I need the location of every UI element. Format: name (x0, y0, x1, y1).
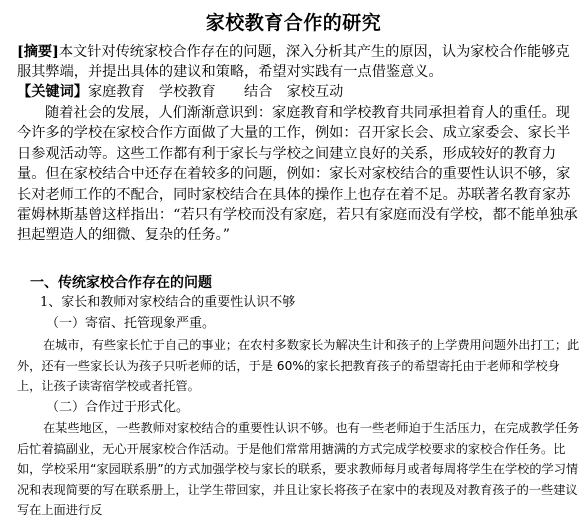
keywords-text: 家庭教育 学校教育 结合 家校互动 (87, 84, 344, 100)
abstract-text: 本文针对传统家校合作存在的问题，深入分析其产生的原因，认为家校合作能够克服其弊端，并提出具体的建议和策略，希望对实践有一点借鉴意义。 (17, 44, 570, 81)
abstract-paragraph (17, 42, 580, 83)
body-text-boarding: 在城市，有些家长忙于自己的事业；在农村多数家长为解决生计和孩子的上学费用问题外出打工；此外，还有一些家长认为孩子只听老师的话，于是 60%的家长把教育孩子的希望寄托由于老师和学校身上，让孩子读寄宿学校或者托管。 (17, 338, 580, 394)
body-paragraph-boarding (17, 335, 580, 397)
keywords-line (17, 82, 580, 102)
keywords-label: 【关键词】 (17, 84, 88, 100)
body-paragraph-formalism (17, 418, 580, 521)
item-heading-formalism: （二）合作过于形式化。 (46, 400, 190, 415)
body-text-formalism: 在某些地区，一些教师对家校结合的重要性认识不够。也有一些老师迫于生活压力，在完成教学任务后忙着搞副业，无心开展家校合作活动。于是他们常常用搪满的方式完成学校要求的家校合作任务。比如，学校采用“家园联系册”的方式加强学校与家长的联系，要求教师每月或者每周将学生在学校的学习情况和表现简要的写在联系册上，让学生带回家，并且让家长将孩子在家中的表现及对教育孩子的一些建议写在上面进行反 (17, 421, 580, 518)
subsection-heading: 1、家长和教师对家校结合的重要性认识不够 (40, 295, 296, 310)
intro-text: 随着社会的发展，人们渐渐意识到：家庭教育和学校教育共同承担着育人的重任。现今许多的学校在家校合作方面做了大量的工作，例如：召开家长会、成立家委会、家长半日参观活动等。这些工作都有利于家长与学校之间建立良好的关系，形成较好的教育力量。但在家校结合中还存在着较多的问题，例如：家长对家校结合的重要性认识不够，家长对老师工作的不配合，同时家校结合在具体的操作上也存在着不足。苏联著名教育家苏霍姆林斯基曾这样指出：“若只有学校而没有家庭，若只有家庭而没有学校，都不能单独承担起塑造人的细微、复杂的任务。” (17, 105, 578, 244)
intro-paragraph (17, 103, 580, 246)
item-heading-boarding: （一）寄宿、托管现象严重。 (46, 316, 216, 331)
abstract-label: [摘要] (17, 44, 59, 60)
page-title: 家校教育合作的研究 (205, 12, 382, 34)
section-heading: 一、传统家校合作存在的问题 (30, 275, 212, 291)
